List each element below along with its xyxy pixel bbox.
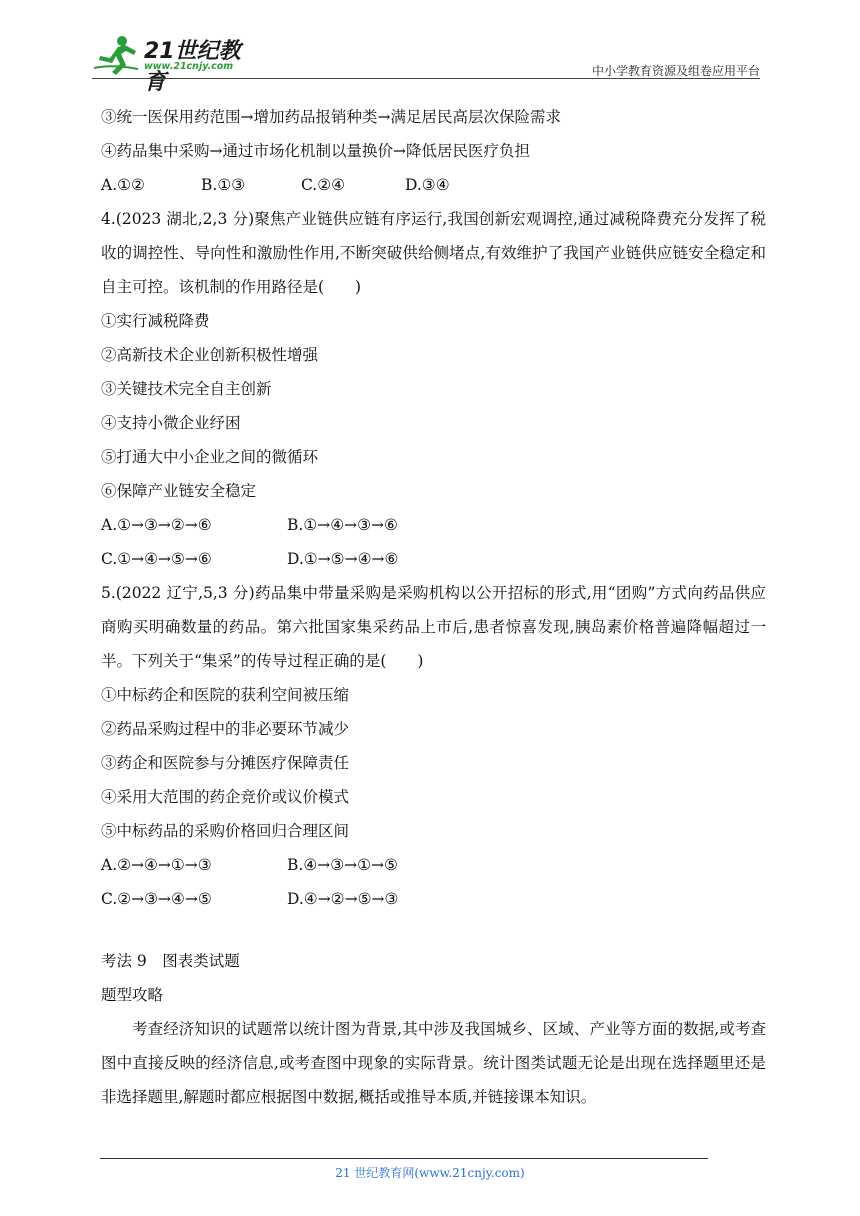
q5-options-row-2 xyxy=(101,882,766,916)
q5-item-2: ②药品采购过程中的非必要环节减少 xyxy=(101,720,350,738)
q3-item-3: ③统一医保用药范围→增加药品报销种类→满足居民高层次保险需求 xyxy=(101,108,561,126)
q4-options-row-2 xyxy=(101,542,766,576)
q4-stem: 4.(2023 湖北,2,3 分)聚焦产业链供应链有序运行,我国创新宏观调控,通过减税降费充分发挥了税收的调控性、导向性和激励性作用,不断突破供给侧堵点,有效维护了我国产业链供应链安全稳定和自主可控。该机制的作用路径是( ) xyxy=(101,210,766,296)
section-title: 考法 9 图表类试题 xyxy=(101,952,240,970)
q4-item-3: ③关键技术完全自主创新 xyxy=(101,380,272,398)
header-divider xyxy=(92,78,760,79)
q5-item-5: ⑤中标药品的采购价格回归合理区间 xyxy=(101,822,350,840)
q4-item-2: ②高新技术企业创新积极性增强 xyxy=(101,346,319,364)
q5-item-3: ③药企和医院参与分摊医疗保障责任 xyxy=(101,754,350,772)
logo-text: 21世纪教育 xyxy=(144,39,241,95)
section-subtitle: 题型攻略 xyxy=(101,986,164,1004)
q5-options-row-1 xyxy=(101,848,766,882)
q4-item-6: ⑥保障产业链安全稳定 xyxy=(101,482,257,500)
q3-option-b: B.①③ xyxy=(201,176,246,194)
site-logo[interactable] xyxy=(92,34,262,95)
footer-link[interactable]: 21 世纪教育网(www.21cnjy.com) xyxy=(335,1166,525,1180)
q4-option-d: D.①→⑤→④→⑥ xyxy=(287,550,399,568)
q5-item-1: ①中标药企和医院的获利空间被压缩 xyxy=(101,686,350,704)
section-body: 考查经济知识的试题常以统计图为背景,其中涉及我国城乡、区域、产业等方面的数据,或考查图中直接反映的经济信息,或考查图中现象的实际背景。统计图类试题无论是出现在选择题里还是非选择题里,解题时都应根据图中数据,概括或推导本质,并链接课本知识。 xyxy=(101,1020,766,1106)
q4-option-b: B.①→④→③→⑥ xyxy=(287,516,398,534)
q4-item-5: ⑤打通大中小企业之间的微循环 xyxy=(101,448,319,466)
platform-name: 中小学教育资源及组卷应用平台 xyxy=(591,64,760,78)
page-content xyxy=(101,100,766,1114)
q4-option-a: A.①→③→②→⑥ xyxy=(101,516,212,534)
q3-option-d: D.③④ xyxy=(405,176,450,194)
q3-options xyxy=(101,168,766,202)
runner-logo-icon xyxy=(92,34,140,76)
q3-option-c: C.②④ xyxy=(301,176,346,194)
footer-divider xyxy=(100,1158,708,1159)
q3-item-4: ④药品集中采购→通过市场化机制以量换价→降低居民医疗负担 xyxy=(101,142,530,160)
q4-item-1: ①实行减税降费 xyxy=(101,312,210,330)
q5-item-4: ④采用大范围的药企竞价或议价模式 xyxy=(101,788,350,806)
q4-item-4: ④支持小微企业纾困 xyxy=(101,414,241,432)
q5-option-a: A.②→④→①→③ xyxy=(101,856,212,874)
q3-option-a: A.①② xyxy=(101,176,145,194)
q4-options-row-1 xyxy=(101,508,766,542)
q5-stem: 5.(2022 辽宁,5,3 分)药品集中带量采购是采购机构以公开招标的形式,用“团购”方式向药品供应商购买明确数量的药品。第六批国家集采药品上市后,患者惊喜发现,胰岛素价格普遍降幅超过一半。下列关于“集采”的传导过程正确的是( ) xyxy=(101,584,766,670)
q4-option-c: C.①→④→⑤→⑥ xyxy=(101,550,212,568)
q5-option-c: C.②→③→④→⑤ xyxy=(101,890,212,908)
logo-url: www.21cnjy.com xyxy=(144,61,234,72)
q5-option-b: B.④→③→①→⑤ xyxy=(287,856,398,874)
q5-option-d: D.④→②→⑤→③ xyxy=(287,890,399,908)
